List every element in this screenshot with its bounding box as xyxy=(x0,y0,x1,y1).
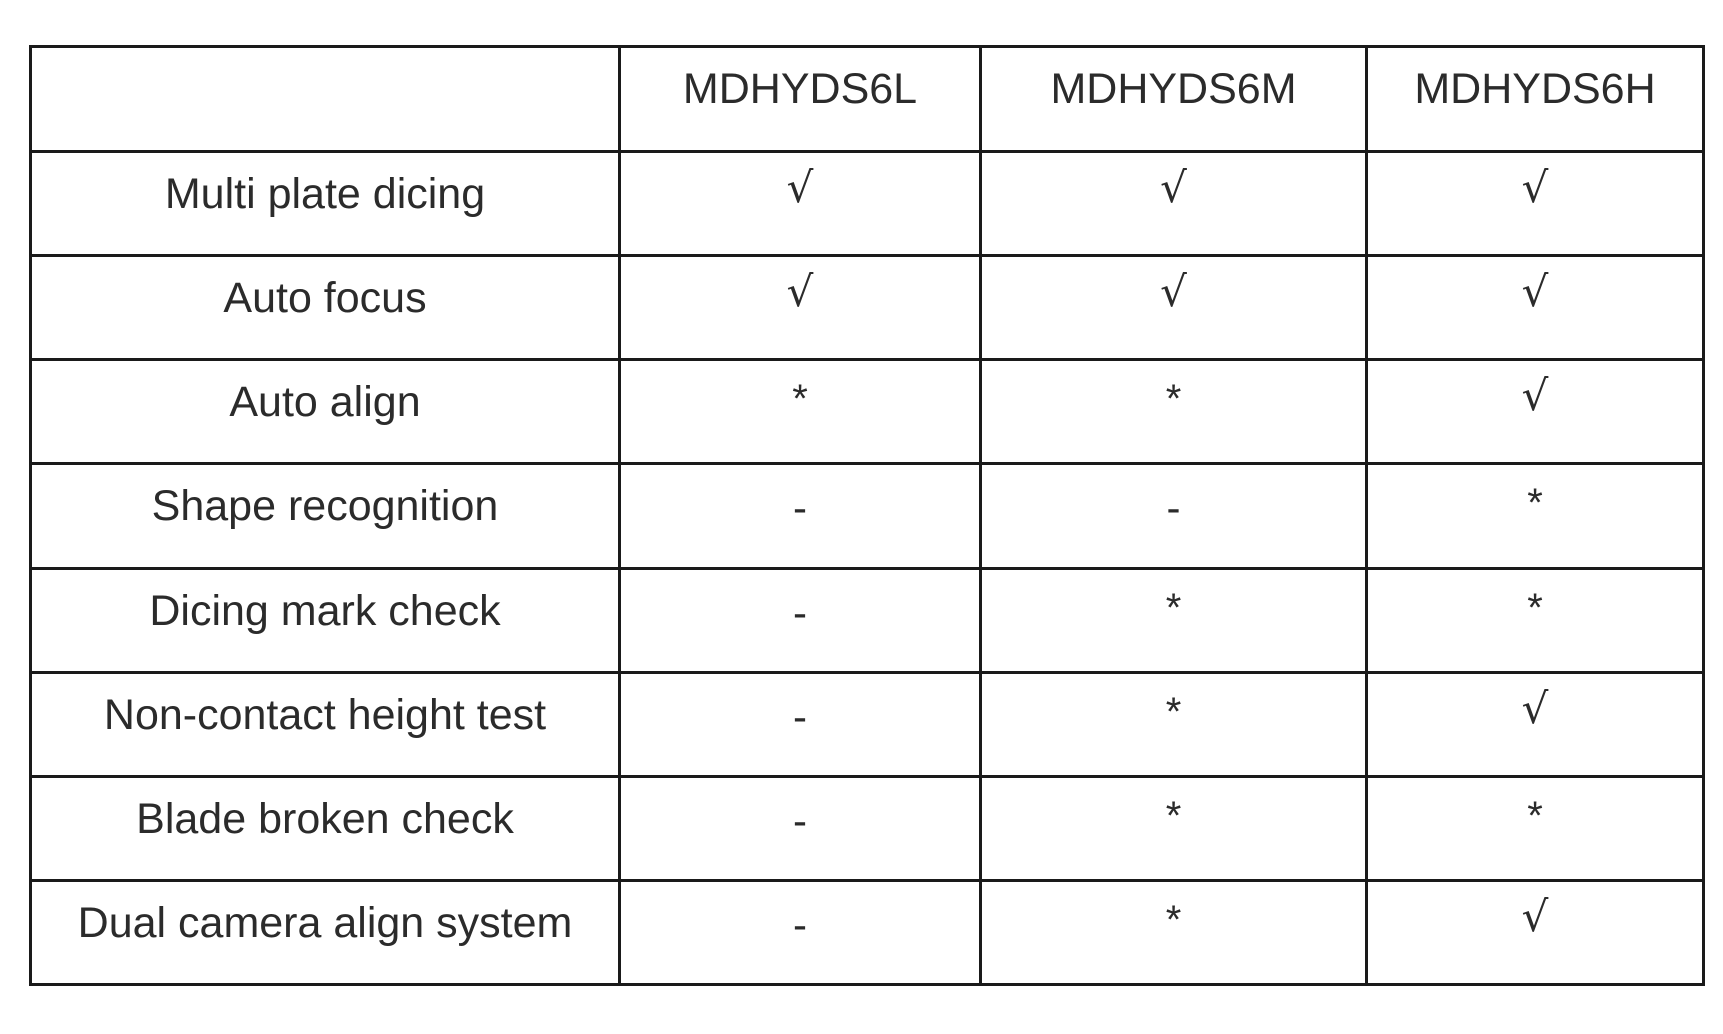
availability-cell xyxy=(981,880,1367,984)
availability-cell xyxy=(981,152,1367,256)
feature-label: Auto focus xyxy=(223,274,427,323)
table-row xyxy=(31,776,1704,880)
table-row xyxy=(31,672,1704,776)
feature-cell xyxy=(31,880,620,984)
feature-cell xyxy=(31,256,620,360)
table-row xyxy=(31,360,1704,464)
availability-cell xyxy=(620,152,981,256)
feature-label: Auto align xyxy=(229,378,421,427)
availability-cell xyxy=(981,360,1367,464)
table-row xyxy=(31,256,1704,360)
not-available-mark: - xyxy=(1166,484,1181,532)
table-row xyxy=(31,464,1704,568)
table-row xyxy=(31,880,1704,984)
feature-cell xyxy=(31,568,620,672)
header-row xyxy=(31,47,1704,152)
availability-cell xyxy=(1367,880,1704,984)
optional-mark: * xyxy=(1165,689,1182,734)
optional-mark: * xyxy=(1165,377,1182,422)
feature-cell xyxy=(31,672,620,776)
check-mark: √ xyxy=(786,267,814,317)
feature-cell xyxy=(31,360,620,464)
optional-mark: * xyxy=(1527,481,1543,526)
check-mark: √ xyxy=(1160,163,1187,212)
not-available-mark: - xyxy=(793,692,807,740)
optional-mark: * xyxy=(1527,585,1543,630)
availability-cell xyxy=(1367,672,1704,776)
check-mark: √ xyxy=(1521,891,1549,941)
check-mark: √ xyxy=(1521,163,1549,212)
feature-label: Dicing mark check xyxy=(149,586,501,635)
availability-cell xyxy=(620,464,981,568)
availability-cell xyxy=(1367,464,1704,568)
availability-cell xyxy=(981,568,1367,672)
feature-cell xyxy=(31,464,620,568)
check-mark: √ xyxy=(1160,267,1187,317)
feature-label: Shape recognition xyxy=(151,482,499,531)
model-header-label: MDHYDS6M xyxy=(1050,65,1297,113)
model-header-label: MDHYDS6L xyxy=(682,65,918,113)
not-available-mark: - xyxy=(793,900,807,948)
model-header xyxy=(981,47,1367,152)
check-mark: √ xyxy=(1521,683,1549,733)
not-available-mark: - xyxy=(793,588,807,636)
table-body xyxy=(31,152,1704,985)
feature-label: Multi plate dicing xyxy=(164,170,486,218)
check-mark: √ xyxy=(786,163,814,212)
check-mark: √ xyxy=(1521,267,1549,317)
feature-comparison-table xyxy=(29,45,1705,986)
availability-cell xyxy=(620,256,981,360)
availability-cell xyxy=(1367,776,1704,880)
corner-cell xyxy=(31,47,620,152)
availability-cell xyxy=(1367,256,1704,360)
feature-cell xyxy=(31,152,620,256)
feature-cell xyxy=(31,776,620,880)
availability-cell xyxy=(981,776,1367,880)
model-header xyxy=(620,47,981,152)
optional-mark: * xyxy=(1165,585,1182,630)
availability-cell xyxy=(620,880,981,984)
availability-cell xyxy=(1367,360,1704,464)
optional-mark: * xyxy=(1527,793,1543,838)
optional-mark: * xyxy=(1165,793,1182,838)
availability-cell xyxy=(1367,152,1704,256)
availability-cell xyxy=(981,464,1367,568)
availability-cell xyxy=(620,672,981,776)
feature-label: Blade broken check xyxy=(136,794,514,843)
corner-label xyxy=(32,48,618,68)
availability-cell xyxy=(620,360,981,464)
optional-mark: * xyxy=(792,377,808,422)
feature-label: Non-contact height test xyxy=(103,690,547,739)
table-row xyxy=(31,152,1704,256)
availability-cell xyxy=(620,776,981,880)
feature-label: Dual camera align system xyxy=(77,898,573,947)
availability-cell xyxy=(981,672,1367,776)
optional-mark: * xyxy=(1165,897,1182,942)
not-available-mark: - xyxy=(793,796,807,844)
model-header-label: MDHYDS6H xyxy=(1414,65,1656,113)
availability-cell xyxy=(620,568,981,672)
table-row xyxy=(31,568,1704,672)
availability-cell xyxy=(981,256,1367,360)
not-available-mark: - xyxy=(793,484,807,532)
check-mark: √ xyxy=(1521,371,1549,421)
model-header xyxy=(1367,47,1704,152)
availability-cell xyxy=(1367,568,1704,672)
